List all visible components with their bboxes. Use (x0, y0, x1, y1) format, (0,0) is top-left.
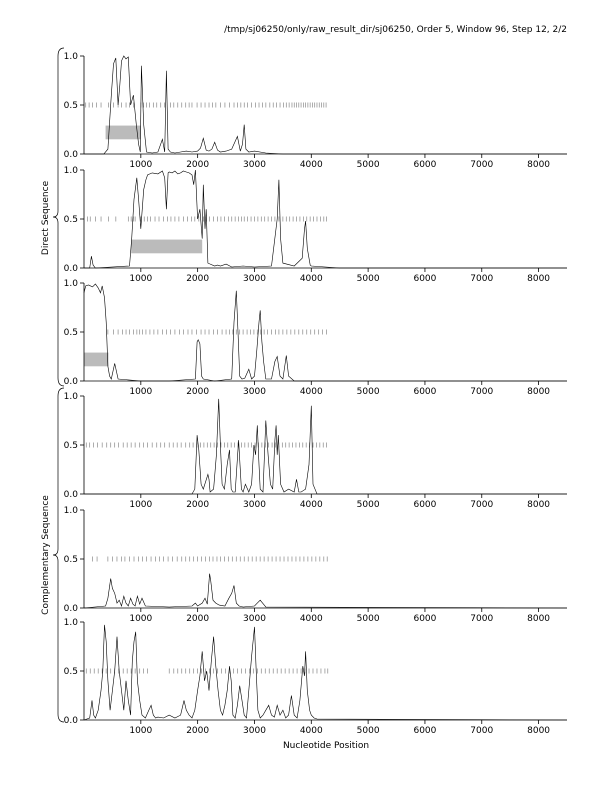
x-tick-label: 2000 (186, 274, 210, 284)
y-tick-label: 1.0 (63, 392, 78, 402)
panel-complementary-3 (64, 618, 567, 736)
panel-direct-3 (64, 279, 567, 397)
x-tick-label: 3000 (243, 726, 266, 736)
probability-trace (84, 284, 567, 381)
x-tick-label: 5000 (356, 500, 380, 510)
x-tick-label: 4000 (299, 274, 323, 284)
panel-complementary-2 (64, 506, 567, 624)
panels-group (64, 52, 567, 736)
complementary-sequence-brace (53, 388, 64, 722)
x-tick-label: 5000 (356, 726, 380, 736)
x-tick-label: 8000 (527, 274, 551, 284)
x-tick-label: 1000 (129, 500, 153, 510)
y-tick-label: 0.0 (63, 264, 78, 274)
x-tick-label: 6000 (413, 274, 437, 284)
x-tick-label: 8000 (527, 387, 551, 397)
direct-sequence-label: Direct Sequence (41, 180, 51, 256)
x-tick-label: 6000 (413, 614, 437, 624)
x-tick-label: 6000 (413, 500, 437, 510)
panel-complementary-1 (64, 392, 567, 510)
complementary-sequence-label: Complementary Sequence (41, 495, 51, 615)
x-tick-label: 6000 (413, 387, 437, 397)
panel-direct-2 (64, 166, 567, 284)
y-tick-label: 0.0 (63, 377, 78, 387)
x-tick-label: 4000 (299, 160, 323, 170)
x-tick-label: 2000 (186, 160, 210, 170)
stop-codon-ticks (87, 217, 326, 222)
x-tick-label: 8000 (527, 726, 551, 736)
x-tick-label: 2000 (186, 614, 210, 624)
x-tick-label: 2000 (186, 500, 210, 510)
x-tick-label: 7000 (470, 274, 494, 284)
y-tick-label: 0.5 (63, 667, 78, 677)
x-tick-label: 7000 (470, 726, 494, 736)
x-tick-label: 1000 (129, 387, 153, 397)
x-tick-label: 3000 (243, 274, 266, 284)
x-tick-label: 7000 (470, 387, 494, 397)
panel-direct-1 (64, 52, 567, 170)
brace-path-complementary (53, 388, 64, 722)
probability-trace (84, 625, 567, 720)
x-axis-title: Nucleotide Position (282, 741, 370, 751)
x-tick-label: 1000 (129, 160, 153, 170)
brace-path-direct (53, 48, 64, 386)
y-tick-label: 1.0 (63, 279, 78, 289)
x-tick-label: 4000 (299, 726, 323, 736)
x-tick-label: 5000 (356, 614, 380, 624)
x-tick-label: 7000 (470, 160, 494, 170)
y-tick-label: 0.0 (63, 150, 78, 160)
x-tick-label: 3000 (243, 500, 266, 510)
y-tick-label: 0.5 (63, 101, 78, 111)
x-tick-label: 1000 (129, 614, 153, 624)
orf-box (106, 126, 141, 140)
x-tick-label: 5000 (356, 387, 380, 397)
stop-codon-ticks (86, 443, 326, 448)
y-tick-label: 0.0 (63, 604, 78, 614)
y-tick-label: 0.5 (63, 215, 78, 225)
stop-codon-ticks (108, 330, 327, 335)
orf-box (84, 353, 108, 367)
x-tick-label: 4000 (299, 500, 323, 510)
report-header: /tmp/sj06250/only/raw_result_dir/sj06250, Order 5, Window 96, Step 12, 2/2 (224, 25, 567, 35)
x-tick-label: 1000 (129, 726, 153, 736)
y-tick-label: 1.0 (63, 52, 78, 62)
y-tick-label: 0.0 (63, 490, 78, 500)
x-tick-label: 5000 (356, 274, 380, 284)
x-tick-label: 8000 (527, 614, 551, 624)
x-tick-label: 3000 (243, 160, 266, 170)
y-tick-label: 1.0 (63, 506, 78, 516)
x-tick-label: 7000 (470, 500, 494, 510)
y-tick-label: 0.5 (63, 328, 78, 338)
y-tick-label: 0.0 (63, 716, 78, 726)
y-tick-label: 0.5 (63, 441, 78, 451)
x-tick-label: 4000 (299, 387, 323, 397)
x-tick-label: 5000 (356, 160, 380, 170)
x-tick-label: 6000 (413, 160, 437, 170)
x-tick-label: 1000 (129, 274, 153, 284)
stop-codon-ticks (93, 557, 328, 562)
x-tick-label: 3000 (243, 614, 266, 624)
orf-box (131, 240, 202, 254)
x-tick-label: 3000 (243, 387, 266, 397)
x-tick-label: 6000 (413, 726, 437, 736)
x-tick-label: 2000 (186, 726, 210, 736)
stop-codon-ticks (86, 103, 326, 108)
direct-sequence-brace (53, 48, 64, 386)
x-tick-label: 4000 (299, 614, 323, 624)
x-tick-label: 8000 (527, 500, 551, 510)
probability-trace (84, 574, 567, 608)
x-tick-label: 2000 (186, 387, 210, 397)
x-tick-label: 7000 (470, 614, 494, 624)
y-tick-label: 1.0 (63, 618, 78, 628)
y-tick-label: 0.5 (63, 555, 78, 565)
x-tick-label: 8000 (527, 160, 551, 170)
y-tick-label: 1.0 (63, 166, 78, 176)
